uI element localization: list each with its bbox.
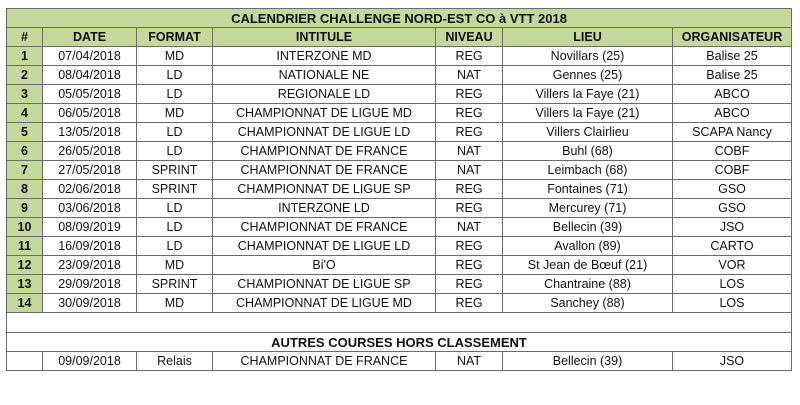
cell-date: 27/05/2018 [43,161,137,180]
cell-format: LD [137,66,213,85]
cell-niveau: REG [436,104,503,123]
cell-lieu: Villers la Faye (21) [503,85,673,104]
cell-organisateur: SCAPA Nancy [673,123,792,142]
cell-date: 02/06/2018 [43,180,137,199]
cell-organisateur: COBF [673,142,792,161]
cell-date: 13/05/2018 [43,123,137,142]
cell-lieu: Chantraine (88) [503,275,673,294]
cell-date: 29/09/2018 [43,275,137,294]
cell-format: SPRINT [137,180,213,199]
cell-lieu: Leimbach (68) [503,161,673,180]
col-header-format: FORMAT [137,28,213,47]
cell-organisateur: VOR [673,256,792,275]
cell-lieu: Sanchey (88) [503,294,673,313]
cell-num: 5 [7,123,43,142]
title-row [7,9,792,28]
cell-intitule: CHAMPIONNAT DE FRANCE [213,161,436,180]
cell-lieu: Gennes (25) [503,66,673,85]
cell-intitule: CHAMPIONNAT DE LIGUE MD [213,104,436,123]
cell-organisateur: LOS [673,275,792,294]
cell-num: 13 [7,275,43,294]
cell-intitule: INTERZONE LD [213,199,436,218]
col-header-date: DATE [43,28,137,47]
cell-intitule: CHAMPIONNAT DE LIGUE SP [213,275,436,294]
cell-format: MD [137,256,213,275]
table-row [7,218,792,237]
cell-date: 09/09/2018 [43,352,137,371]
cell-num: 6 [7,142,43,161]
cell-niveau: REG [436,237,503,256]
cell-format: LD [137,218,213,237]
cell-lieu: Fontaines (71) [503,180,673,199]
calendar-sheet [6,8,791,371]
cell-organisateur: COBF [673,161,792,180]
cell-date: 06/05/2018 [43,104,137,123]
cell-lieu: Avallon (89) [503,237,673,256]
cell-niveau: REG [436,275,503,294]
table-row [7,161,792,180]
cell-format: SPRINT [137,161,213,180]
cell-format: LD [137,85,213,104]
cell-num: 12 [7,256,43,275]
cell-organisateur: JSO [673,218,792,237]
cell-format: LD [137,123,213,142]
cell-num: 10 [7,218,43,237]
table-row [7,256,792,275]
cell-format: MD [137,104,213,123]
cell-num: 11 [7,237,43,256]
cell-format: LD [137,142,213,161]
cell-num: 4 [7,104,43,123]
cell-intitule: REGIONALE LD [213,85,436,104]
col-header-niveau: NIVEAU [436,28,503,47]
header-row [7,28,792,47]
cell-niveau: NAT [436,218,503,237]
cell-organisateur: JSO [673,352,792,371]
cell-date: 03/06/2018 [43,199,137,218]
cell-lieu: Buhl (68) [503,142,673,161]
cell-num: 8 [7,180,43,199]
cell-intitule: Bi'O [213,256,436,275]
cell-niveau: NAT [436,142,503,161]
cell-organisateur: Balise 25 [673,66,792,85]
extra-table-row [7,352,792,371]
cell-format: MD [137,294,213,313]
table-row [7,66,792,85]
cell-intitule: CHAMPIONNAT DE LIGUE LD [213,123,436,142]
cell-date: 30/09/2018 [43,294,137,313]
cell-num: 14 [7,294,43,313]
cell-niveau: REG [436,256,503,275]
table-row [7,123,792,142]
cell-lieu: Novillars (25) [503,47,673,66]
cell-intitule: CHAMPIONNAT DE LIGUE MD [213,294,436,313]
cell-niveau: REG [436,180,503,199]
cell-niveau: REG [436,47,503,66]
cell-format: LD [137,199,213,218]
section-title: AUTRES COURSES HORS CLASSEMENT [7,333,792,352]
section-row [7,333,792,352]
cell-lieu: Bellecin (39) [503,352,673,371]
cell-intitule: CHAMPIONNAT DE LIGUE SP [213,180,436,199]
cell-date: 07/04/2018 [43,47,137,66]
cell-date: 23/09/2018 [43,256,137,275]
table-row [7,47,792,66]
cell-num: 1 [7,47,43,66]
cell-intitule: CHAMPIONNAT DE LIGUE LD [213,237,436,256]
cell-intitule: INTERZONE MD [213,47,436,66]
cell-niveau: REG [436,294,503,313]
cell-format: MD [137,47,213,66]
cell-niveau: REG [436,85,503,104]
table-row [7,237,792,256]
col-header-lieu: LIEU [503,28,673,47]
cell-organisateur: ABCO [673,104,792,123]
cell-niveau: NAT [436,352,503,371]
cell-format: LD [137,237,213,256]
table-title: CALENDRIER CHALLENGE NORD-EST CO à VTT 2018 [7,9,792,28]
cell-intitule: CHAMPIONNAT DE FRANCE [213,142,436,161]
cell-date: 08/09/2019 [43,218,137,237]
cell-date: 16/09/2018 [43,237,137,256]
cell-organisateur: Balise 25 [673,47,792,66]
spacer-row [7,313,792,333]
cell-date: 05/05/2018 [43,85,137,104]
cell-niveau: NAT [436,161,503,180]
table-row [7,104,792,123]
cell-lieu: Villers la Faye (21) [503,104,673,123]
cell-date: 08/04/2018 [43,66,137,85]
table-row [7,142,792,161]
calendar-table [6,8,792,371]
col-header-intitule: INTITULE [213,28,436,47]
cell-lieu: Bellecin (39) [503,218,673,237]
cell-num: 3 [7,85,43,104]
spacer-cell [7,313,792,333]
col-header-num: # [7,28,43,47]
cell-organisateur: ABCO [673,85,792,104]
table-row [7,180,792,199]
cell-lieu: St Jean de Bœuf (21) [503,256,673,275]
table-row [7,275,792,294]
cell-intitule: NATIONALE NE [213,66,436,85]
table-row [7,199,792,218]
cell-format: SPRINT [137,275,213,294]
cell-organisateur: GSO [673,199,792,218]
cell-num: 2 [7,66,43,85]
table-row [7,294,792,313]
col-header-organisateur: ORGANISATEUR [673,28,792,47]
cell-niveau: REG [436,199,503,218]
cell-organisateur: LOS [673,294,792,313]
cell-niveau: REG [436,123,503,142]
cell-num: 7 [7,161,43,180]
cell-num [7,352,43,371]
cell-format: Relais [137,352,213,371]
cell-num: 9 [7,199,43,218]
cell-intitule: CHAMPIONNAT DE FRANCE [213,352,436,371]
cell-date: 26/05/2018 [43,142,137,161]
cell-intitule: CHAMPIONNAT DE FRANCE [213,218,436,237]
cell-niveau: NAT [436,66,503,85]
cell-lieu: Mercurey (71) [503,199,673,218]
cell-lieu: Villers Clairlieu [503,123,673,142]
table-row [7,85,792,104]
cell-organisateur: GSO [673,180,792,199]
cell-organisateur: CARTO [673,237,792,256]
